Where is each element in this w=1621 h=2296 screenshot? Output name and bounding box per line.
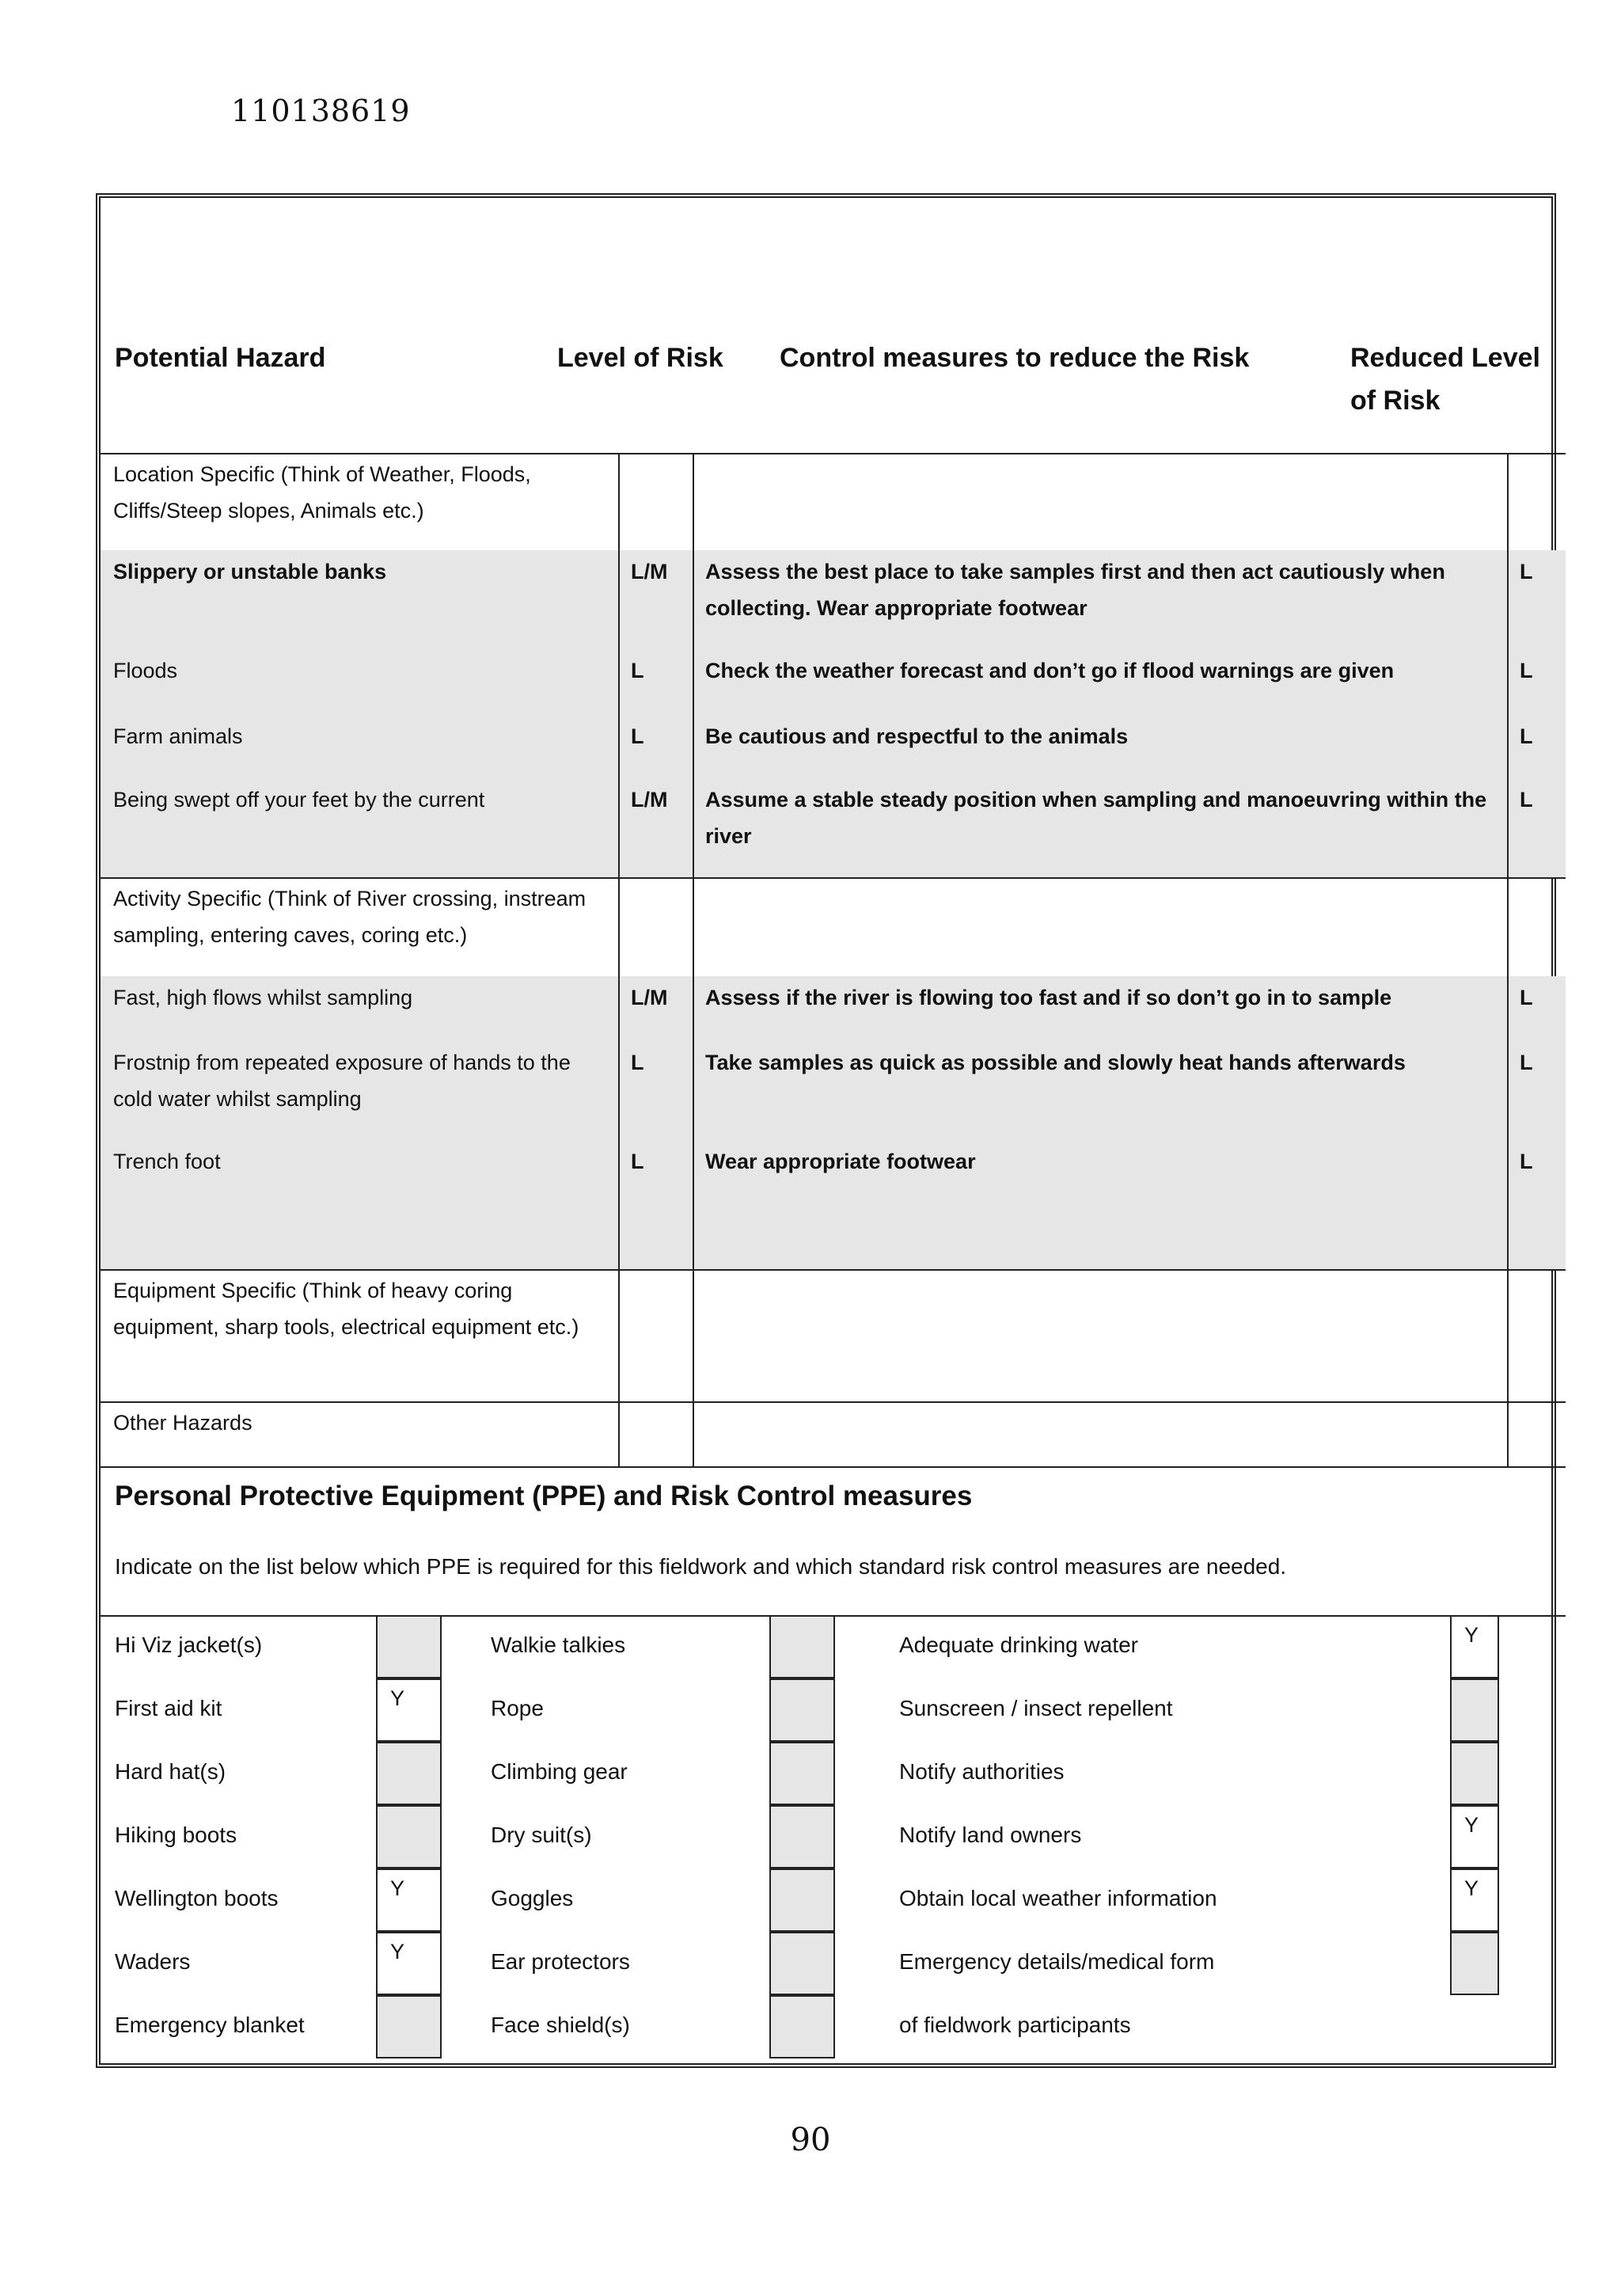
row-4-divider-0 [618, 778, 620, 877]
row-0-divider-0 [618, 453, 620, 550]
row-9-control-cell [693, 1205, 1507, 1269]
ppe-col1-item-5-label: Waders [115, 1949, 191, 1974]
row-10-reduced-cell [1507, 1269, 1566, 1401]
row-6-hazard-cell: Fast, high flows whilst sampling [101, 976, 618, 1041]
ppe-col3-item-1-checkbox [1450, 1678, 1499, 1742]
row-8-level-cell: L [618, 1140, 693, 1205]
row-8-reduced-cell: L [1507, 1140, 1566, 1205]
ppe-col2-item-4-checkbox [769, 1868, 835, 1932]
row-3-hazard-cell: Farm animals [101, 715, 618, 778]
ppe-col1-item-6-checkbox [376, 1995, 442, 2058]
row-1-level-cell: L/M [618, 550, 693, 649]
row-3-divider-2 [1507, 715, 1509, 778]
row-4-reduced-cell: L [1507, 778, 1566, 877]
row-1-divider-0 [618, 550, 620, 649]
ppe-col1-item-3-checkbox [376, 1805, 442, 1868]
row-2-level-cell: L [618, 649, 693, 715]
row-1-hazard-cell: Slippery or unstable banks [101, 550, 618, 649]
row-10-divider-1 [693, 1269, 694, 1401]
row-8-divider-0 [618, 1140, 620, 1205]
row-2-control-cell: Check the weather forecast and don’t go if flood warnings are given [693, 649, 1507, 715]
row-2-hazard-cell: Floods [101, 649, 618, 715]
row-5-divider-2 [1507, 877, 1509, 976]
row-5-level-cell [618, 877, 693, 976]
header-control-measures: Control measures to reduce the Risk [780, 343, 1250, 373]
row-2-divider-0 [618, 649, 620, 715]
row-11-reduced-cell [1507, 1401, 1566, 1466]
row-8-control-cell: Wear appropriate footwear [693, 1140, 1507, 1205]
row-11-hazard-cell: Other Hazards [113, 1411, 252, 1435]
ppe-col3-item-4-label: Obtain local weather information [899, 1886, 1217, 1910]
ppe-col1-item-4-checkbox: Y [376, 1868, 442, 1932]
row-10-control-cell [693, 1269, 1507, 1401]
document-id: 110138619 [231, 93, 411, 128]
ppe-col2-item-2-label: Climbing gear [491, 1759, 628, 1784]
ppe-intro-text: Indicate on the list below which PPE is required for this fieldwork and which standard risk control measures are needed. [115, 1554, 1287, 1579]
row-2-reduced-cell: L [1507, 649, 1566, 715]
ppe-col2-item-6-checkbox [769, 1995, 835, 2058]
row-3-reduced-cell: L [1507, 715, 1566, 778]
ppe-section-title: Personal Protective Equipment (PPE) and Risk Control measures [115, 1481, 973, 1511]
ppe-col1-item-1-checkbox: Y [376, 1678, 442, 1742]
row-4-hazard-cell: Being swept off your feet by the current [101, 778, 618, 877]
ppe-col3-item-3-checkbox: Y [1450, 1805, 1499, 1868]
row-11-control-cell [693, 1401, 1507, 1466]
ppe-col3-item-5-checkbox [1450, 1932, 1499, 1995]
row-8-divider-2 [1507, 1140, 1509, 1205]
ppe-col2-item-0-checkbox [769, 1615, 835, 1678]
row-7-level-cell: L [618, 1041, 693, 1140]
ppe-col2-item-3-checkbox [769, 1805, 835, 1868]
row-8-divider-1 [693, 1140, 694, 1205]
row-5-divider-1 [693, 877, 694, 976]
row-7-reduced-cell: L [1507, 1041, 1566, 1140]
row-6-divider-0 [618, 976, 620, 1041]
ppe-col2-item-1-checkbox [769, 1678, 835, 1742]
header-potential-hazard: Potential Hazard [115, 343, 326, 373]
row-9-level-cell [618, 1205, 693, 1269]
row-1-control-cell: Assess the best place to take samples first and then act cautiously when collecting. Wear appropriate footwear [693, 550, 1507, 649]
ppe-col3-item-0-checkbox: Y [1450, 1615, 1499, 1678]
row-4-divider-2 [1507, 778, 1509, 877]
row-5-divider-0 [618, 877, 620, 976]
ppe-col3-item-6-label: of fieldwork participants [899, 2013, 1131, 2037]
row-9-divider-0 [618, 1205, 620, 1269]
row-11-divider-2 [1507, 1401, 1509, 1466]
row-8-hazard-cell: Trench foot [101, 1140, 618, 1205]
ppe-col2-item-2-checkbox [769, 1742, 835, 1805]
row-11-divider-0 [618, 1401, 620, 1466]
row-0-divider-1 [693, 453, 694, 550]
header-reduced-level-line2: of Risk [1350, 386, 1441, 416]
row-3-divider-0 [618, 715, 620, 778]
ppe-col1-item-2-checkbox [376, 1742, 442, 1805]
row-0-hazard-cell: Location Specific (Think of Weather, Floods, Cliffs/Steep slopes, Animals etc.) [113, 462, 531, 523]
ppe-col3-item-2-label: Notify authorities [899, 1759, 1065, 1784]
row-5-hazard-cell: Activity Specific (Think of River crossing, instream sampling, entering caves, coring etc.) [113, 887, 587, 947]
row-1-divider-2 [1507, 550, 1509, 649]
header-reduced-level [1350, 336, 1540, 422]
ppe-col2-item-4-label: Goggles [491, 1886, 574, 1910]
row-10-divider-2 [1507, 1269, 1509, 1401]
row-5-reduced-cell [1507, 877, 1566, 976]
ppe-col1-item-3-label: Hiking boots [115, 1823, 237, 1847]
row-0-divider-2 [1507, 453, 1509, 550]
row-7-control-cell: Take samples as quick as possible and slowly heat hands afterwards [693, 1041, 1507, 1140]
ppe-col2-item-5-checkbox [769, 1932, 835, 1995]
ppe-col2-item-6-label: Face shield(s) [491, 2013, 630, 2037]
ppe-col1-item-0-checkbox [376, 1615, 442, 1678]
row-6-divider-1 [693, 976, 694, 1041]
ppe-col1-item-5-checkbox: Y [376, 1932, 442, 1995]
row-4-divider-1 [693, 778, 694, 877]
row-7-divider-0 [618, 1041, 620, 1140]
row-9-divider-1 [693, 1205, 694, 1269]
row-10-level-cell [618, 1269, 693, 1401]
header-reduced-level-line1: Reduced Level [1350, 343, 1540, 373]
ppe-col2-item-0-label: Walkie talkies [491, 1633, 626, 1657]
row-7-divider-2 [1507, 1041, 1509, 1140]
row-10-hazard-cell: Equipment Specific (Think of heavy coring equipment, sharp tools, electrical equipment etc.) [113, 1279, 579, 1339]
row-4-level-cell: L/M [618, 778, 693, 877]
ppe-col2-item-1-label: Rope [491, 1696, 544, 1720]
row-11-level-cell [618, 1401, 693, 1466]
row-6-level-cell: L/M [618, 976, 693, 1041]
row-6-divider-2 [1507, 976, 1509, 1041]
row-5-control-cell [693, 877, 1507, 976]
ppe-col3-item-2-checkbox [1450, 1742, 1499, 1805]
ppe-col1-item-4-label: Wellington boots [115, 1886, 279, 1910]
ppe-col3-item-1-label: Sunscreen / insect repellent [899, 1696, 1173, 1720]
row-3-divider-1 [693, 715, 694, 778]
row-9-reduced-cell [1507, 1205, 1566, 1269]
ppe-col2-item-5-label: Ear protectors [491, 1949, 630, 1974]
ppe-col1-item-2-label: Hard hat(s) [115, 1759, 226, 1784]
row-11-divider-1 [693, 1401, 694, 1466]
page-number: 90 [790, 2122, 831, 2158]
ppe-col3-item-3-label: Notify land owners [899, 1823, 1082, 1847]
ppe-col3-item-0-label: Adequate drinking water [899, 1633, 1138, 1657]
row-3-level-cell: L [618, 715, 693, 778]
row-7-hazard-cell: Frostnip from repeated exposure of hands to the cold water whilst sampling [101, 1041, 618, 1140]
header-level-of-risk: Level of Risk [557, 343, 723, 373]
row-3-control-cell: Be cautious and respectful to the animals [693, 715, 1507, 778]
row-0-level-cell [618, 453, 693, 550]
row-10-divider-0 [618, 1269, 620, 1401]
row-0-reduced-cell [1507, 453, 1566, 550]
row-7-divider-1 [693, 1041, 694, 1140]
ppe-top-line [101, 1466, 1566, 1468]
row-4-control-cell: Assume a stable steady position when sampling and manoeuvring within the river [693, 778, 1507, 877]
ppe-col1-item-1-label: First aid kit [115, 1696, 222, 1720]
ppe-col3-item-5-label: Emergency details/medical form [899, 1949, 1215, 1974]
ppe-col3-item-4-checkbox: Y [1450, 1868, 1499, 1932]
ppe-col2-item-3-label: Dry suit(s) [491, 1823, 592, 1847]
ppe-col1-item-0-label: Hi Viz jacket(s) [115, 1633, 263, 1657]
row-6-reduced-cell: L [1507, 976, 1566, 1041]
row-9-hazard-cell [101, 1205, 618, 1269]
row-6-control-cell: Assess if the river is flowing too fast and if so don’t go in to sample [693, 976, 1507, 1041]
row-2-divider-2 [1507, 649, 1509, 715]
row-9-divider-2 [1507, 1205, 1509, 1269]
row-1-divider-1 [693, 550, 694, 649]
ppe-col1-item-6-label: Emergency blanket [115, 2013, 305, 2037]
row-0-control-cell [693, 453, 1507, 550]
row-1-reduced-cell: L [1507, 550, 1566, 649]
row-2-divider-1 [693, 649, 694, 715]
